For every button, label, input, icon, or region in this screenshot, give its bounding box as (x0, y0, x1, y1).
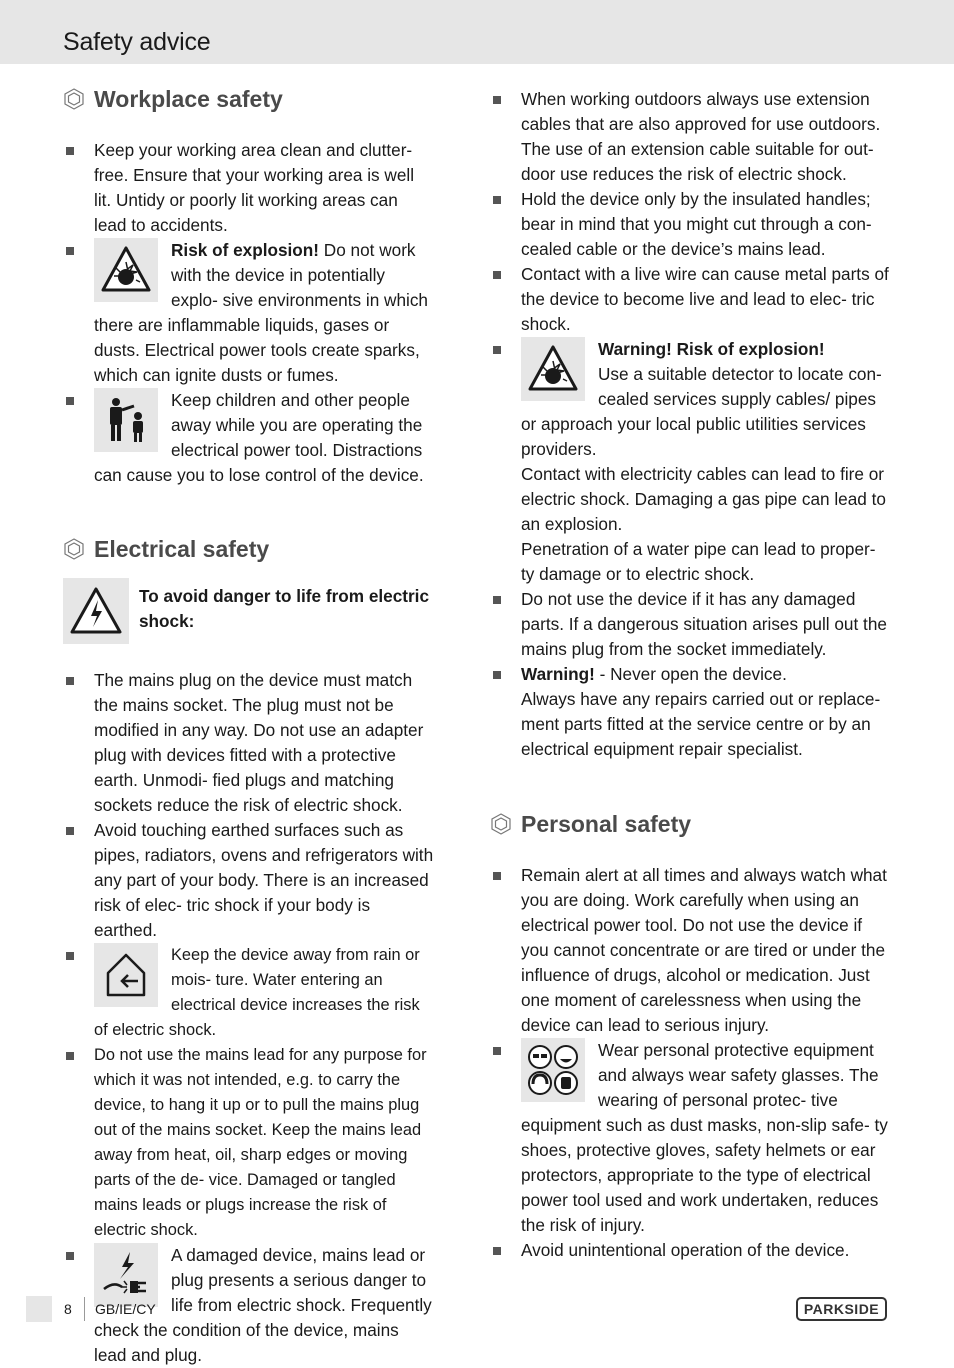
hexagon-icon (63, 88, 85, 110)
list-item: A damaged device, mains lead or plug presents a serious danger to life from electric shock. Frequently check the condition of the device, mains lead and plug. (63, 1243, 435, 1368)
personal-list (490, 863, 890, 1263)
right-column (490, 84, 890, 1263)
list-item: Risk of explosion! Do not work with the device in potentially explo- sive environments in which there are inflammable liquids, gases or dusts. Electrical power tools create sparks, which can ignite dusts or fumes. (63, 238, 435, 388)
list-item: Do not use the device if it has any damaged parts. If a dangerous situation arises pull out the mains plug from the socket immediately. (490, 587, 890, 662)
electrical-safety-heading: Electrical safety (63, 534, 435, 564)
list-item: Warning! - Never open the device. Always have any repairs carried out or replace- ment parts fitted at the service centre or by an electrical equipment repair specialist. (490, 662, 890, 762)
list-item: Hold the device only by the insulated handles; bear in mind that you might cut through a con- cealed cable or the device’s mains lead. (490, 187, 890, 262)
right-list (490, 87, 890, 762)
indoor-use-only-icon (94, 943, 158, 1007)
page-header (0, 0, 954, 64)
page-number: 8 (64, 1301, 72, 1317)
hexagon-icon (490, 813, 512, 835)
workplace-list (63, 138, 435, 488)
bullet (493, 96, 501, 104)
list-item: Avoid touching earthed surfaces such as pipes, radiators, ovens and refrigerators with any part of your body. There is an increased risk of elec- tric shock if your body is earthed. (63, 818, 435, 943)
bullet (493, 271, 501, 279)
bullet (66, 677, 74, 685)
workplace-safety-heading: Workplace safety (63, 84, 435, 114)
keep-children-away-icon (94, 388, 158, 452)
list-item: Keep children and other people away while you are operating the electrical power tool. Distractions can cause you to lose control of the device. (63, 388, 435, 488)
list-item: Keep your working area clean and clutter-free. Ensure that your working area is well lit. Untidy or poorly lit working areas can lead to accidents. (63, 138, 435, 238)
list-item: Do not use the mains lead for any purpose for which it was not intended, e.g. to carry the device, to hang it up or to pull the mains plug out of the mains socket. Keep the mains lead away from heat, oil, sharp edges or moving parts of the de- vice. Damaged or tangled mains leads or plugs increase the risk of electric shock. (63, 1043, 435, 1243)
bullet (493, 596, 501, 604)
damaged-plug-icon (94, 1243, 158, 1307)
bullet (66, 247, 74, 255)
bullet (66, 1252, 74, 1260)
hexagon-icon (63, 538, 85, 560)
bullet (66, 1052, 74, 1060)
electric-shock-warning: To avoid danger to life from electric shock: (63, 578, 435, 644)
list-item: When working outdoors always use extension cables that are also approved for use outdoors. The use of an extension cable suitable for out- door use reduces the risk of electric shock. (490, 87, 890, 187)
footer-divider (84, 1297, 85, 1321)
explosion-warning-icon (94, 238, 158, 302)
list-item: The mains plug on the device must match the mains socket. The plug must not be modified in any way. Do not use an adapter plug with devices fitted with a protective earth. Unmodi- fied plugs and matching sockets reduce the risk of electric shock. (63, 668, 435, 818)
bullet (493, 196, 501, 204)
page-title: Safety advice (63, 28, 211, 56)
brand-logo: PARKSIDE (796, 1297, 887, 1321)
list-item: Contact with a live wire can cause metal parts of the device to become live and lead to elec- tric shock. (490, 262, 890, 337)
list-item: Avoid unintentional operation of the device. (490, 1238, 890, 1263)
bullet (493, 671, 501, 679)
bullet (66, 147, 74, 155)
bullet (66, 827, 74, 835)
explosion-warning-icon (521, 337, 585, 401)
left-column (63, 84, 435, 1368)
list-item: Wear personal protective equipment and always wear safety glasses. The wearing of personal protec- tive equipment such as dust masks, non-slip safe- ty shoes, protective gloves, safety helmets or ear protectors, appropriate to the type of electrical power tool used and work undertaken, reduces the risk of injury. (490, 1038, 890, 1238)
bullet (493, 346, 501, 354)
list-item: Keep the device away from rain or mois- ture. Water entering an electrical device increases the risk of electric shock. (63, 943, 435, 1043)
bullet (493, 1047, 501, 1055)
bullet (66, 952, 74, 960)
footer-marker (26, 1296, 52, 1322)
high-voltage-icon (63, 578, 129, 644)
region-code: GB/IE/CY (95, 1301, 156, 1317)
bullet (66, 397, 74, 405)
bullet (493, 872, 501, 880)
list-item: Warning! Risk of explosion! Use a suitable detector to locate con- cealed services supply cables/ pipes or approach your local public utilities services providers. Contact with electricity cables can lead to fire or electric shock. Damaging a gas pipe can lead to an explosion. Penetration of a water pipe can lead to proper- ty damage or to electric shock. (490, 337, 890, 587)
personal-safety-heading: Personal safety (490, 809, 890, 839)
protective-equipment-icon (521, 1038, 585, 1102)
list-item: Remain alert at all times and always watch what you are doing. Work carefully when using an electrical power tool. Do not use the device if you cannot concentrate or are tired or under the influence of drugs, alcohol or medication. Just one moment of carelessness when using the device can lead to serious injury. (490, 863, 890, 1038)
bullet (493, 1247, 501, 1255)
electrical-list (63, 668, 435, 1368)
